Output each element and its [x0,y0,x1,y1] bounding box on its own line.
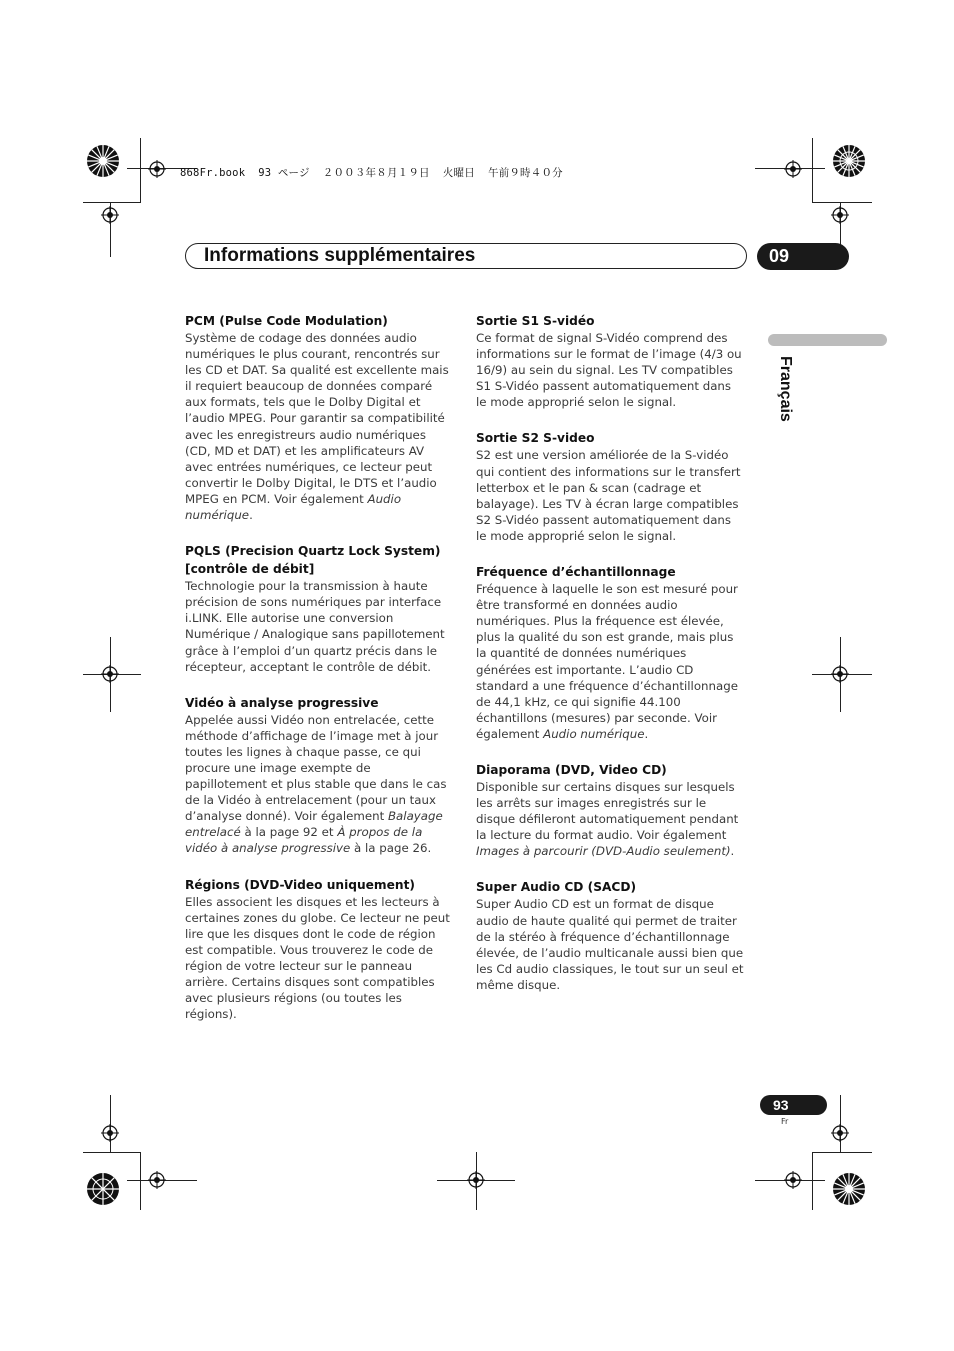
entry-body: Appelée aussi Vidéo non entrelacée, cette méthode d’affichage de l’image met à jour toutes les lignes à chaque passe, ce qui procure une image exempte de papillotement et plus stable que dans le cas de la Vidéo à entrelacement (pour un taux d’analyse donné). Voir également Balayage entrelacé à la page 92 et À propos de la vidéo à analyse progressive à la page 26. [185,712,447,856]
crosshair-icon [784,1171,802,1189]
crosshair-icon [101,206,119,224]
crosshair-icon [831,1124,849,1142]
entry-body: Système de codage des données audio numériques le plus courant, rencontrés sur les CD et DAT. Sa qualité est excellente mais il requiert beaucoup de données comparé aux formats, tels que le Dolby Digital et l’audio MPEG. Pour garantir sa compatibilité avec les enregistreurs audio numériques (CD, MD et DAT) et les amplificateurs AV avec entrées numériques, ce lecteur peut convertir le Dolby Digital, le DTS et l’audio MPEG en PCM. Voir également Audio numérique. [185,331,449,523]
entry-body: Super Audio CD est un format de disque audio de haute qualité qui permet de traiter de la stéréo à fréquence d’échantillonnage élevée, de l’audio multicanale aussi bien que les Cd audio classiques, le tout sur un seul et même disque. [476,897,744,992]
crosshair-icon [148,1171,166,1189]
crosshair-icon [831,206,849,224]
page-number-badge: 93 [760,1095,827,1115]
crosshair-icon [831,665,849,683]
crosshair-icon [101,665,119,683]
entry-body: Technologie pour la transmission à haute précision de sons numériques par interface i.LINK. Elle autorise une conversion Numérique / Analogique sans papillotement grâce à l’emploi d’un quartz précis dans le récepteur, acceptant le contrôle de débit. [185,579,445,674]
registration-wheel-icon [86,1172,120,1206]
entry-title: Régions (DVD-Video uniquement) [185,877,415,892]
language-tab [768,334,887,346]
entry-title: Vidéo à analyse progressive [185,695,379,710]
registration-wheel-icon [832,1172,866,1206]
entry-title: Diaporama (DVD, Video CD) [476,762,667,777]
entry-body: Ce format de signal S-Vidéo comprend des informations sur le format de l’image (4/3 ou 16/9) au sein du signal. Les TV compatibles S1 S-Vidéo passent automatiquement dans le mode approprié selon le signal. [476,331,742,410]
crosshair-icon [101,1124,119,1142]
cross-reference: À propos de la vidéo à analyse progressive [185,825,423,856]
chapter-number-badge: 09 [757,243,849,270]
glossary-entry [185,876,455,1023]
entry-title: PCM (Pulse Code Modulation) [185,314,388,328]
glossary-entry [476,878,744,993]
glossary-entry [185,542,455,675]
glossary-entry [185,312,455,523]
cross-reference: Audio numérique [185,491,402,523]
entry-body: Elles associent les disques et les lecteurs à certaines zones du globe. Ce lecteur ne peut lire que les disques dont le code de région est compatible. Vous trouverez le code de région de votre lecteur sur le panneau arrière. Certains disques sont compatibles avec plusieurs régions (ou toutes les régions). [185,894,450,1022]
print-header: 868Fr.book 93 ページ ２００３年８月１９日 火曜日 午前９時４０分 [180,167,563,179]
chapter-header [185,243,747,269]
entry-body: Fréquence à laquelle le son est mesuré pour être transformé en données audio numériques. Plus la fréquence est élevée, plus la qualité du son est grande, mais plus la quantité de données numériques générées est importante. L’audio CD standard a une fréquence d’échantillonnage de 44,1 kHz, ce qui signifie 44.100 échantillons (mesures) par seconde. Voir également Audio numérique. [476,582,738,741]
crosshair-icon [467,1171,485,1189]
cross-reference: Audio numérique [543,726,645,741]
entry-title: PQLS (Precision Quartz Lock System) [contrôle de débit] [185,544,441,577]
language-label-text: Français [777,356,794,422]
entry-title: Sortie S2 S-video [476,431,595,446]
entry-body: Disponible sur certains disques sur lesquels les arrêts sur images enregistrés sur le disque défileront automatiquement pendant la lecture du format audio. Voir également Images à parcourir (DVD-Audio seulement). [476,779,739,859]
entry-title: Fréquence d’échantillonnage [476,565,676,580]
glossary-column-left [185,312,455,1041]
glossary-entry [476,429,744,544]
glossary-entry [476,761,744,859]
cross-reference: Balayage entrelacé [185,809,443,840]
entry-body: S2 est une version améliorée de la S-vidéo qui contient des informations sur le transfert letterbox et le pan & scan (cadrage et balayage). Les TV à écran large compatibles S2 S-Vidéo passent automatiquement dans le mode approprié selon le signal. [476,448,741,543]
glossary-entry [476,563,744,742]
registration-wheel-icon [832,144,866,178]
crosshair-icon [784,160,802,178]
glossary-column-right [476,312,744,1012]
entry-title: Super Audio CD (SACD) [476,880,637,895]
language-tab-label [776,356,796,436]
glossary-entry [185,694,455,857]
chapter-title: Informations supplémentaires [204,245,476,266]
registration-wheel-icon [86,144,120,178]
cross-reference: Images à parcourir (DVD-Audio seulement) [476,844,731,859]
page-language-code: Fr [781,1117,789,1126]
glossary-entry [476,312,744,410]
entry-title: Sortie S1 S-vidéo [476,314,595,328]
crosshair-icon [148,160,166,178]
